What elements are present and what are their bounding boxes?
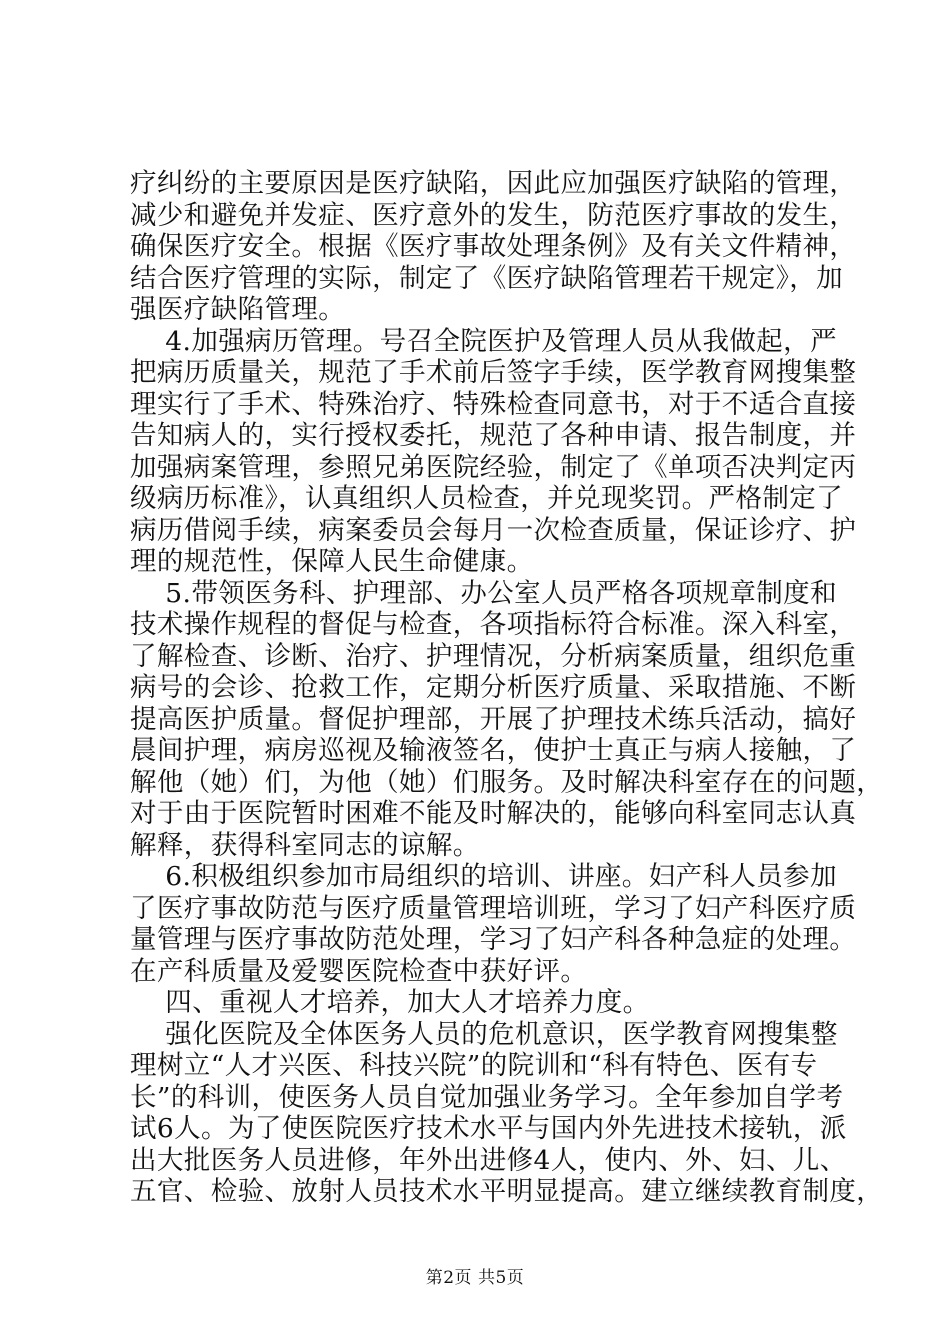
text-line: 结合医疗管理的实际，制定了《医疗缺陷管理若干规定》，加 [130, 262, 844, 294]
text-line: 量管理与医疗事故防范处理，学习了妇产科各种急症的处理。 [130, 924, 857, 955]
text-line: 6.积极组织参加市局组织的培训、讲座。妇产科人员参加 [130, 861, 837, 892]
text-line: 理的规范性，保障人民生命健康。 [130, 546, 534, 577]
text-line: 五官、检验、放射人员技术水平明显提高。建立继续教育制度， [130, 1176, 884, 1207]
text-line: 理实行了手术、特殊治疗、特殊检查同意书，对于不适合直接 [130, 388, 857, 420]
text-line: 病号的会诊、抢救工作，定期分析医疗质量、采取措施、不断 [130, 672, 857, 703]
text-line: 告知病人的，实行授权委托，规范了各种申请、报告制度，并 [130, 420, 857, 451]
text-line: 级病历标准》，认真组织人员检查，并兑现奖罚。严格制定了 [130, 483, 844, 514]
text-line: 出大批医务人员进修，年外出进修4人，使内、外、妇、儿、 [130, 1144, 847, 1176]
text-line: 强化医院及全体医务人员的危机意识，医学教育网搜集整 [130, 1018, 838, 1050]
text-line: 解他（她）们，为他（她）们服务。及时解决科室存在的问题， [130, 766, 884, 798]
section-heading: 四、重视人才培养，加大人才培养力度。 [130, 987, 650, 1018]
text-line: 病历借阅手续，病案委员会每月一次检查质量，保证诊疗、护 [130, 514, 857, 546]
text-line: 试6人。为了使医院医疗技术水平与国内外先进技术接轨，派 [130, 1113, 847, 1144]
text-line: 技术操作规程的督促与检查，各项指标符合标准。深入科室， [130, 609, 857, 640]
document-body [130, 168, 884, 1208]
text-line: 长”的科训，使医务人员自觉加强业务学习。全年参加自学考 [130, 1081, 844, 1113]
text-line: 解释，获得科室同志的谅解。 [130, 829, 480, 861]
text-line: 加强病案管理，参照兄弟医院经验，制定了《单项否决判定丙 [130, 451, 857, 483]
text-line: 了医疗事故防范与医疗质量管理培训班，学习了妇产科医疗质 [130, 892, 857, 924]
text-line: 把病历质量关，规范了手术前后签字手续，医学教育网搜集整 [130, 357, 857, 388]
text-line: 疗纠纷的主要原因是医疗缺陷，因此应加强医疗缺陷的管理， [130, 168, 857, 199]
text-line: 理树立“人才兴医、科技兴院”的院训和“科有特色、医有专 [130, 1050, 818, 1081]
text-line: 了解检查、诊断、治疗、护理情况，分析病案质量，组织危重 [130, 640, 857, 672]
text-line: 对于由于医院暂时困难不能及时解决的，能够向科室同志认真 [130, 798, 857, 829]
text-line: 4.加强病历管理。号召全院医护及管理人员从我做起，严 [130, 325, 837, 357]
text-line: 5.带领医务科、护理部、办公室人员严格各项规章制度和 [130, 577, 837, 609]
text-line: 在产科质量及爱婴医院检查中获好评。 [130, 955, 588, 987]
text-line: 强医疗缺陷管理。 [130, 294, 346, 325]
text-line: 晨间护理，病房巡视及输液签名，使护士真正与病人接触，了 [130, 735, 857, 766]
text-line: 减少和避免并发症、医疗意外的发生，防范医疗事故的发生， [130, 199, 857, 231]
text-line: 提高医护质量。督促护理部，开展了护理技术练兵活动，搞好 [130, 703, 857, 735]
page-number-footer: 第2页 共5页 [425, 1268, 525, 1288]
text-line: 确保医疗安全。根据《医疗事故处理条例》及有关文件精神， [130, 231, 857, 262]
